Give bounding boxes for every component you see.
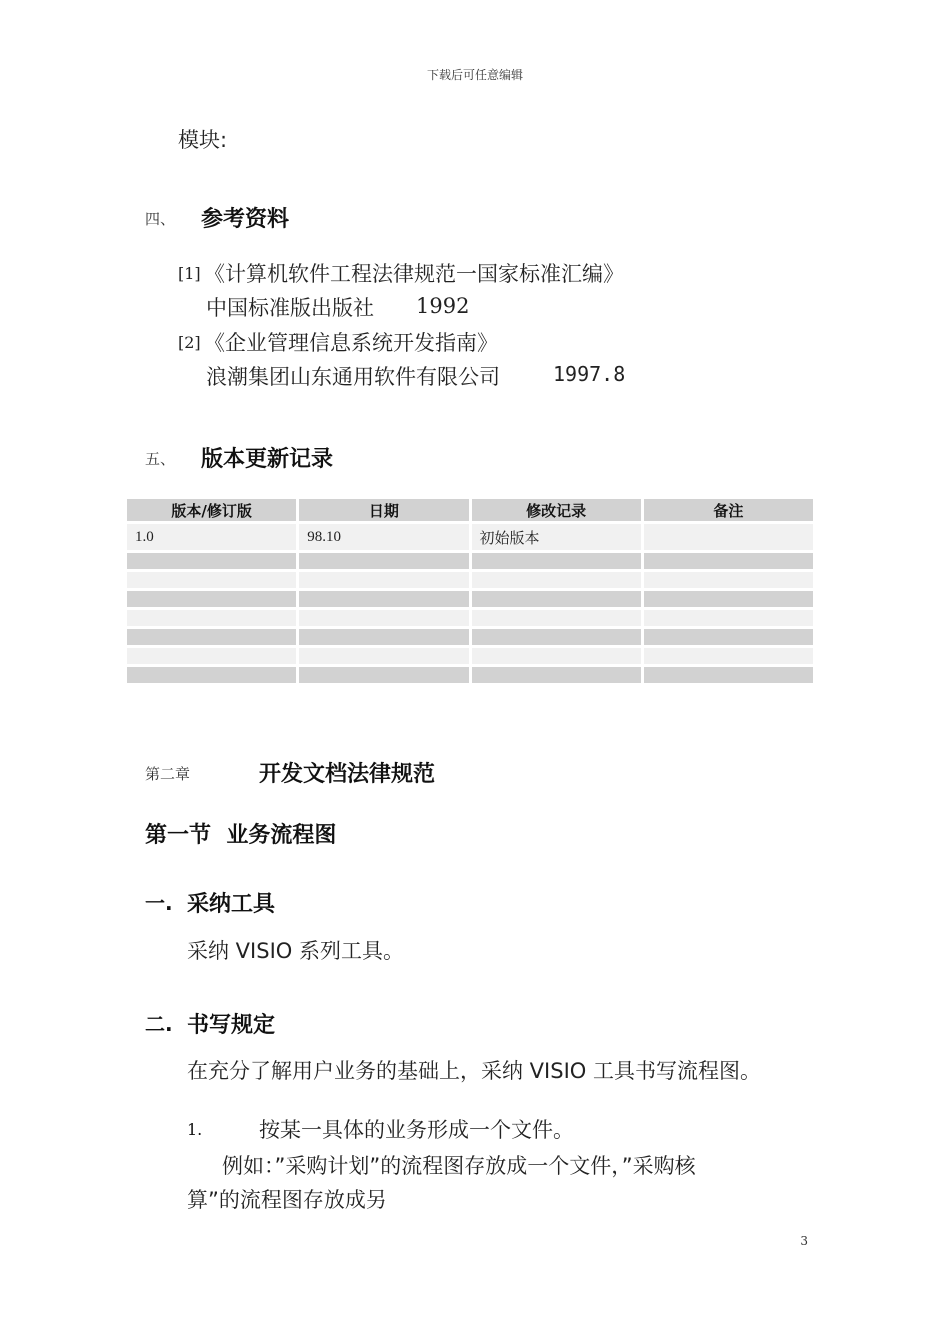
table-cell: [299, 572, 468, 588]
table-cell: 1.0: [127, 524, 296, 550]
part-title: 采纳工具: [187, 892, 276, 917]
table-cell: [127, 648, 296, 664]
reference-publisher: 浪潮集团山东通用软件有限公司: [206, 365, 500, 389]
table-row: [127, 524, 813, 550]
table-cell: [127, 667, 296, 683]
reference-year: 1992: [416, 294, 470, 318]
table-cell: [472, 610, 641, 626]
reference-year: 1997.8: [553, 362, 626, 386]
table-cell: [472, 629, 641, 645]
table-cell: [472, 553, 641, 569]
table-cell: [299, 629, 468, 645]
table-cell: [127, 610, 296, 626]
table-row-empty: [127, 553, 813, 569]
reference-number: [2]: [178, 333, 201, 352]
table-cell: [299, 610, 468, 626]
table-row-empty: [127, 591, 813, 607]
part-title: 书写规定: [187, 1013, 276, 1038]
paragraph: 在充分了解用户业务的基础上，采纳 VISIO 工具书写流程图。: [187, 1059, 761, 1083]
column-header-change-log: 修改记录: [472, 499, 641, 521]
table-cell: [644, 553, 813, 569]
section-title: 版本更新记录: [201, 447, 334, 472]
section-number: 五、: [145, 450, 176, 468]
column-header-version: 版本/修订版: [127, 499, 296, 521]
list-item-text: 按某一具体的业务形成一个文件。: [259, 1118, 574, 1142]
example-text-line: 算”的流程图存放成另: [187, 1188, 387, 1212]
table-cell: [644, 524, 813, 550]
subsection-title: 第一节 业务流程图: [145, 823, 337, 848]
example-text-line: 例如：”采购计划”的流程图存放成一个文件，”采购核: [222, 1154, 696, 1178]
table-cell: [644, 629, 813, 645]
reference-title: 《企业管理信息系统开发指南》: [204, 331, 498, 355]
table-cell: [472, 667, 641, 683]
part-number: 一.: [145, 891, 173, 915]
column-header-notes: 备注: [644, 499, 813, 521]
table-cell: 98.10: [299, 524, 468, 550]
table-row-empty: [127, 572, 813, 588]
chapter-number: 第二章: [145, 765, 191, 783]
table-cell: [127, 553, 296, 569]
reference-number: [1]: [178, 264, 201, 283]
reference-publisher: 中国标准版出版社: [206, 296, 374, 320]
table-row-empty: [127, 629, 813, 645]
table-header-row: [127, 499, 813, 521]
list-item-number: 1.: [187, 1120, 203, 1139]
table-cell: [644, 610, 813, 626]
table-cell: [472, 572, 641, 588]
table-cell: 初始版本: [472, 524, 641, 550]
version-history-table: [124, 496, 816, 686]
table-cell: [299, 591, 468, 607]
section-number: 四、: [145, 210, 176, 228]
column-header-date: 日期: [299, 499, 468, 521]
section-title: 参考资料: [201, 207, 290, 232]
modules-label: 模块:: [178, 128, 228, 152]
table-row-empty: [127, 610, 813, 626]
page-number: 3: [800, 1234, 808, 1248]
table-cell: [472, 591, 641, 607]
table-cell: [472, 648, 641, 664]
chapter-title: 开发文档法律规范: [259, 762, 436, 787]
table-cell: [127, 629, 296, 645]
part-number: 二.: [145, 1012, 173, 1036]
table-cell: [644, 591, 813, 607]
table-cell: [644, 572, 813, 588]
page-header-note: 下载后可任意编辑: [426, 68, 523, 82]
table-row-empty: [127, 648, 813, 664]
table-cell: [299, 667, 468, 683]
table-cell: [644, 667, 813, 683]
table-cell: [127, 572, 296, 588]
reference-title: 《计算机软件工程法律规范一国家标准汇编》: [204, 262, 624, 286]
table-cell: [644, 648, 813, 664]
table-row-empty: [127, 667, 813, 683]
table-cell: [127, 591, 296, 607]
paragraph: 采纳 VISIO 系列工具。: [187, 939, 404, 963]
table-cell: [299, 648, 468, 664]
table-cell: [299, 553, 468, 569]
